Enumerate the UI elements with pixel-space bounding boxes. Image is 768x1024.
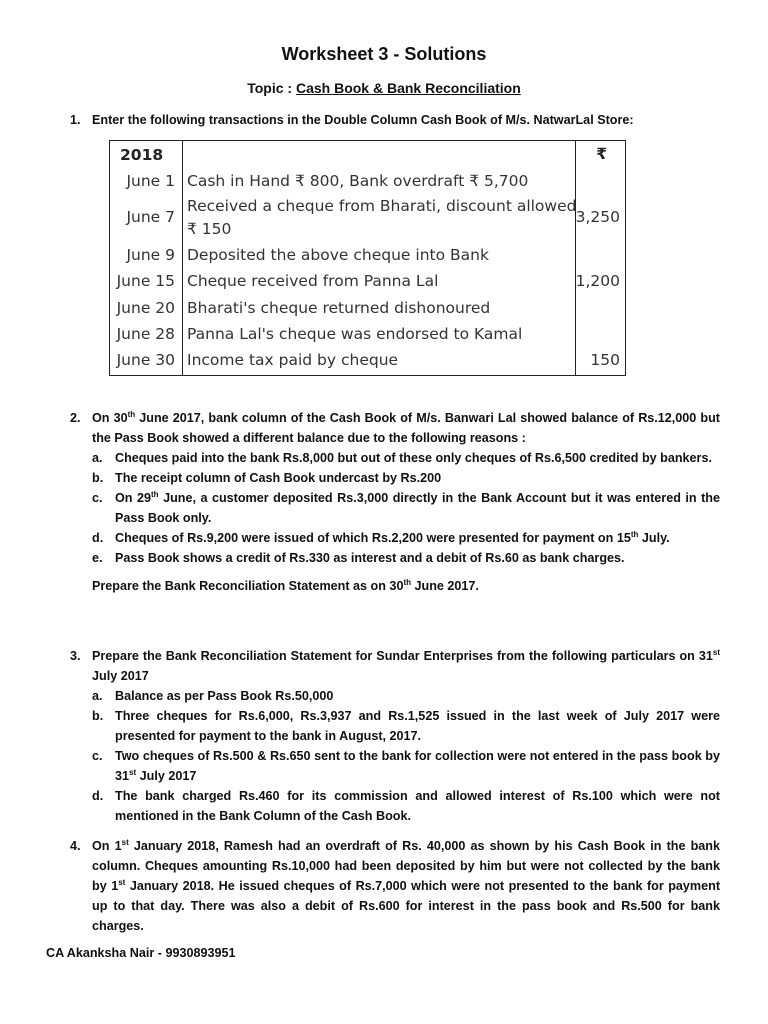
text-part: On 1 [92, 839, 122, 853]
question-1 [70, 110, 720, 130]
item-text [115, 488, 720, 528]
table-row-date: June 1 [126, 172, 175, 190]
question-text [92, 408, 720, 448]
table-row-particulars: Received a cheque from Bharati, discount allowed [187, 197, 577, 215]
table-row-particulars: Bharati's cheque returned dishonoured [187, 299, 491, 317]
item-letter: c. [92, 749, 103, 763]
topic-name: Cash Book & Bank Reconciliation [295, 80, 521, 96]
item-text: Balance as per Pass Book Rs.50,000 [115, 689, 334, 703]
item-letter: e. [92, 551, 103, 565]
topic-line [0, 80, 768, 96]
table-row-particulars: Income tax paid by cheque [187, 351, 399, 369]
list-item [92, 468, 720, 488]
list-item [92, 686, 720, 706]
text-part: June, a customer deposited Rs.3,000 directly in the Bank Account but it was entered in the Pass Book only. [115, 491, 720, 525]
table-row-date: June 7 [126, 208, 175, 226]
item-text: Cheques paid into the bank Rs.8,000 but out of these only cheques of Rs.6,500 credited by bankers. [115, 451, 712, 465]
table-row-amount: 1,200 [575, 272, 620, 290]
table-row-date: June 28 [116, 325, 175, 343]
text-part: July. [638, 531, 670, 545]
footer-author: CA Akanksha Nair - 9930893951 [46, 946, 236, 960]
superscript: st [129, 767, 137, 777]
text-part: July 2017 [92, 669, 149, 683]
table-row-date: June 15 [116, 272, 175, 290]
item-text [115, 746, 720, 786]
superscript: st [118, 877, 126, 887]
text-part: January 2018, Ramesh had an overdraft of Rs. 40,000 as shown by his Cash Book in the bank column. Cheques amounting Rs.10,000 had been deposited by him but were not collected by the bank by 1 [92, 839, 720, 893]
table-row-particulars: Deposited the above cheque into Bank [187, 246, 489, 264]
question-number: 4. [70, 839, 81, 853]
text-part: Prepare the Bank Reconciliation Statement as on 30 [92, 579, 404, 593]
item-letter: a. [92, 689, 103, 703]
text-part: Cheques of Rs.9,200 were issued of which Rs.2,200 were presented for payment on 15 [115, 531, 631, 545]
question-number: 1. [70, 113, 81, 127]
item-letter: c. [92, 491, 103, 505]
text-part: On 30 [92, 411, 128, 425]
text-part: July 2017 [136, 769, 197, 783]
item-text: Pass Book shows a credit of Rs.330 as interest and a debit of Rs.60 as bank charges. [115, 551, 625, 565]
superscript: th [151, 489, 159, 499]
superscript: st [712, 647, 720, 657]
text-part: Prepare the Bank Reconciliation Statement for Sundar Enterprises from the following particulars on 31 [92, 649, 713, 663]
amount-column [575, 141, 625, 375]
question-number: 2. [70, 411, 81, 425]
question-text [92, 836, 720, 936]
item-text: The receipt column of Cash Book undercast by Rs.200 [115, 471, 442, 485]
table-row-particulars: Panna Lal's cheque was endorsed to Kamal [187, 325, 523, 343]
list-item [92, 448, 720, 468]
table-row-particulars-cont: ₹ 150 [187, 220, 232, 238]
transactions-table [109, 140, 626, 376]
list-item [92, 746, 720, 786]
item-letter: b. [92, 709, 104, 723]
table-row-date: June 30 [116, 351, 175, 369]
list-item [92, 706, 720, 746]
superscript: th [403, 577, 412, 587]
table-row-amount: 3,250 [575, 208, 620, 226]
table-row-amount: 150 [590, 351, 620, 369]
item-text: The bank charged Rs.460 for its commission and allowed interest of Rs.100 which were not mentioned in the Bank Column of the Cash Book. [115, 789, 720, 823]
superscript: st [121, 837, 129, 847]
question-2 [70, 408, 720, 596]
text-part: June 2017, bank column of the Cash Book of M/s. Banwari Lal showed balance of Rs.12,000 but the Pass Book showed a different balance due to the following reasons : [92, 411, 720, 445]
topic-prefix: Topic : [247, 80, 296, 96]
item-text [115, 528, 720, 548]
superscript: th [630, 529, 639, 539]
table-row-particulars: Cheque received from Panna Lal [187, 272, 439, 290]
question-text: Enter the following transactions in the Double Column Cash Book of M/s. NatwarLal Store: [92, 113, 634, 127]
table-row-date: June 20 [116, 299, 175, 317]
text-part: January 2018. He issued cheques of Rs.7,000 which were not presented to the bank for payment up to that day. There was also a debit of Rs.600 for interest in the pass book and Rs.500 for bank charges. [92, 879, 721, 933]
superscript: th [127, 409, 136, 419]
question-instruction [92, 576, 720, 596]
text-part: June 2017. [411, 579, 479, 593]
list-item [92, 528, 720, 548]
text-part: Two cheques of Rs.500 & Rs.650 sent to the bank for collection were not entered in the pass book by 31 [115, 749, 720, 783]
list-item [92, 786, 720, 826]
list-item [92, 548, 720, 568]
item-text: Three cheques for Rs.6,000, Rs.3,937 and Rs.1,525 issued in the last week of July 2017 were presented for payment to the bank in August, 2017. [115, 709, 720, 743]
item-letter: d. [92, 531, 104, 545]
question-4 [70, 836, 720, 936]
table-header-currency: ₹ [596, 145, 607, 163]
question-text [92, 646, 720, 686]
item-letter: a. [92, 451, 103, 465]
table-row-date: June 9 [126, 246, 175, 264]
question-number: 3. [70, 649, 81, 663]
item-letter: b. [92, 471, 104, 485]
item-letter: d. [92, 789, 104, 803]
table-row-particulars: Cash in Hand ₹ 800, Bank overdraft ₹ 5,700 [187, 172, 529, 190]
page-title: Worksheet 3 - Solutions [281, 44, 487, 64]
text-part: On 29 [115, 491, 151, 505]
list-item [92, 488, 720, 528]
table-header-year: 2018 [120, 146, 164, 164]
question-3 [70, 646, 720, 826]
